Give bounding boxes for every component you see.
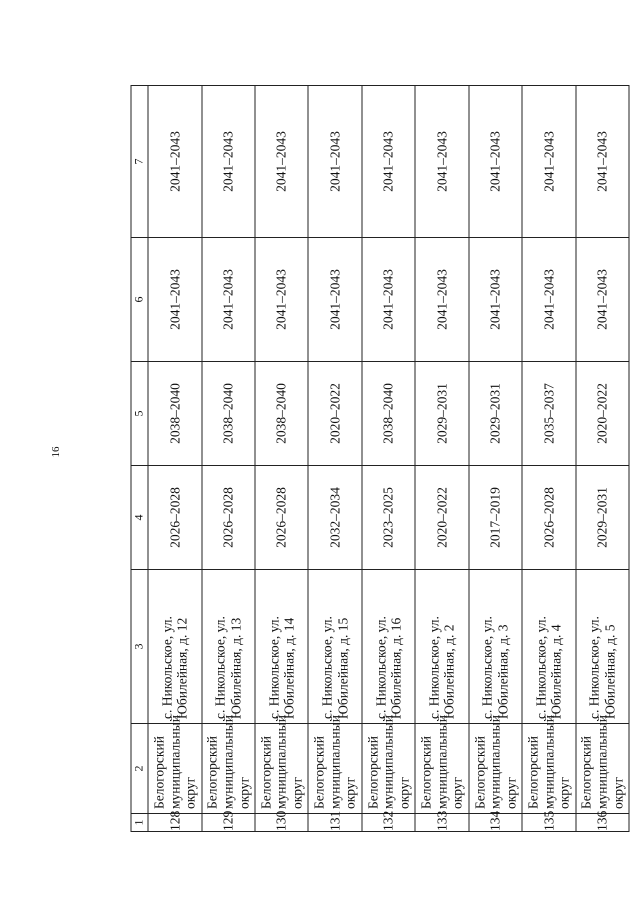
table-cell: Белогорский муниципальный округ bbox=[415, 724, 468, 814]
table-cell: 2041–2043 bbox=[255, 238, 308, 362]
table-cell: 2041–2043 bbox=[255, 86, 308, 238]
table-cell: 2020–2022 bbox=[576, 362, 630, 466]
column-header: 5 bbox=[131, 362, 148, 466]
table-cell: 2041–2043 bbox=[469, 86, 522, 238]
page-number: 16 bbox=[50, 446, 62, 458]
table-cell: Белогорский муниципальный округ bbox=[522, 724, 575, 814]
table-cell: с. Никольское, ул. Юбилейная, д. 16 bbox=[362, 570, 415, 724]
table-cell: 2038–2040 bbox=[148, 362, 201, 466]
table-cell: 2038–2040 bbox=[202, 362, 255, 466]
table-cell: с. Никольское, ул. Юбилейная, д. 4 bbox=[522, 570, 575, 724]
table-cell: 2041–2043 bbox=[576, 86, 630, 238]
table-cell: с. Никольское, ул. Юбилейная, д. 12 bbox=[148, 570, 201, 724]
table-cell: 2041–2043 bbox=[148, 86, 201, 238]
table-cell: с. Никольское, ул. Юбилейная, д. 15 bbox=[308, 570, 361, 724]
table-cell: 2026–2028 bbox=[148, 466, 201, 570]
table-row bbox=[362, 86, 415, 832]
table-cell: 2026–2028 bbox=[255, 466, 308, 570]
table-cell: 2023–2025 bbox=[362, 466, 415, 570]
table-cell: 2041–2043 bbox=[308, 86, 361, 238]
column-header: 4 bbox=[131, 466, 148, 570]
table-cell: 131 bbox=[308, 814, 361, 832]
table-cell: 2041–2043 bbox=[308, 238, 361, 362]
table-cell: с. Никольское, ул. Юбилейная, д. 14 bbox=[255, 570, 308, 724]
table-cell: Белогорский муниципальный округ bbox=[308, 724, 361, 814]
table-cell: Белогорский муниципальный округ bbox=[469, 724, 522, 814]
table-cell: Белогорский муниципальный округ bbox=[255, 724, 308, 814]
table-cell: 2026–2028 bbox=[202, 466, 255, 570]
table-cell: 129 bbox=[202, 814, 255, 832]
table-row bbox=[576, 86, 630, 832]
table-cell: 2038–2040 bbox=[255, 362, 308, 466]
table-cell: с. Никольское, ул. Юбилейная, д. 3 bbox=[469, 570, 522, 724]
column-header: 3 bbox=[131, 570, 148, 724]
column-header: 2 bbox=[131, 724, 148, 814]
table-cell: Белогорский муниципальный округ bbox=[576, 724, 630, 814]
table-cell: 2041–2043 bbox=[522, 238, 575, 362]
table-container bbox=[131, 86, 630, 832]
table-body bbox=[131, 86, 629, 832]
table-row bbox=[148, 86, 201, 832]
table-cell: 2041–2043 bbox=[415, 238, 468, 362]
table-row bbox=[522, 86, 575, 832]
table-cell: 2026–2028 bbox=[522, 466, 575, 570]
table-cell: 2041–2043 bbox=[469, 238, 522, 362]
column-header: 7 bbox=[131, 86, 148, 238]
data-table bbox=[131, 85, 630, 832]
table-cell: 2041–2043 bbox=[576, 238, 630, 362]
column-header: 6 bbox=[131, 238, 148, 362]
table-cell: 134 bbox=[469, 814, 522, 832]
table-cell: 2041–2043 bbox=[362, 86, 415, 238]
table-cell: 2041–2043 bbox=[362, 238, 415, 362]
column-header: 1 bbox=[131, 814, 148, 832]
table-cell: 2035–2037 bbox=[522, 362, 575, 466]
table-cell: 136 bbox=[576, 814, 630, 832]
table-cell: 135 bbox=[522, 814, 575, 832]
table-cell: с. Никольское, ул. Юбилейная, д. 13 bbox=[202, 570, 255, 724]
table-cell: с. Никольское, ул. Юбилейная, д. 5 bbox=[576, 570, 630, 724]
table-row bbox=[308, 86, 361, 832]
table-cell: 2041–2043 bbox=[202, 238, 255, 362]
table-cell: 132 bbox=[362, 814, 415, 832]
table-cell: 2020–2022 bbox=[308, 362, 361, 466]
table-cell: 2041–2043 bbox=[148, 238, 201, 362]
table-cell: с. Никольское, ул. Юбилейная, д. 2 bbox=[415, 570, 468, 724]
table-row bbox=[469, 86, 522, 832]
table-cell: 2041–2043 bbox=[415, 86, 468, 238]
table-cell: Белогорский муниципальный округ bbox=[362, 724, 415, 814]
table-cell: 2032–2034 bbox=[308, 466, 361, 570]
table-cell: 128 bbox=[148, 814, 201, 832]
table-cell: Белогорский муниципальный округ bbox=[148, 724, 201, 814]
table-cell: 2020–2022 bbox=[415, 466, 468, 570]
table-cell: 130 bbox=[255, 814, 308, 832]
table-cell: 2029–2031 bbox=[576, 466, 630, 570]
table-cell: 2029–2031 bbox=[415, 362, 468, 466]
table-row bbox=[255, 86, 308, 832]
table-header-row bbox=[131, 86, 148, 832]
table-row bbox=[202, 86, 255, 832]
table-cell: Белогорский муниципальный округ bbox=[202, 724, 255, 814]
table-cell: 133 bbox=[415, 814, 468, 832]
table-cell: 2041–2043 bbox=[202, 86, 255, 238]
table-cell: 2029–2031 bbox=[469, 362, 522, 466]
table-cell: 2041–2043 bbox=[522, 86, 575, 238]
table-cell: 2017–2019 bbox=[469, 466, 522, 570]
table-cell: 2038–2040 bbox=[362, 362, 415, 466]
table-row bbox=[415, 86, 468, 832]
